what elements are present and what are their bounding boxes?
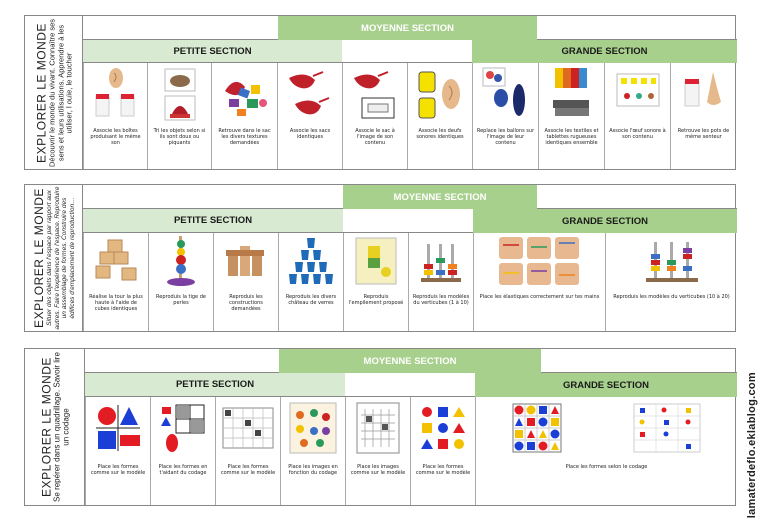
- band-subtitle: Situer des objets dans l'espace par rapport aux autres. Faire l'expérience de l'espace. Reproduire un assemblage de formes. Construire des édifices d'emplacement de reproduction…: [45, 186, 75, 330]
- activity-card: [83, 63, 147, 169]
- activity-card: [85, 397, 150, 505]
- coded-shapes-icon: [158, 401, 208, 455]
- activity-caption: Associe les sacs identiques: [289, 128, 331, 141]
- grid-sheet-icon: [221, 406, 275, 450]
- activity-card: [605, 233, 737, 331]
- activity-caption: Replace les ballons sur l'image de leur contenu: [476, 128, 535, 147]
- activity-card: [407, 63, 472, 169]
- header-spacer: [541, 349, 737, 373]
- activity-caption: Place les formes en t'aidant du codage: [158, 463, 208, 476]
- activity-card: [342, 63, 407, 169]
- activity-card: [475, 397, 737, 505]
- activity-caption: Reproduis les constructions demandées: [229, 293, 263, 312]
- activity-card: [211, 63, 277, 169]
- activity-caption: Reproduis l'empilement proposé: [348, 293, 404, 306]
- cup-tower-icon: [287, 234, 335, 288]
- activity-caption: Associe les boîtes produisant le même son: [90, 128, 141, 147]
- activity-card: [213, 233, 278, 331]
- activity-caption: Tri les objets selon si ils sont doux ou piquants: [153, 128, 206, 147]
- activity-caption: Reproduis la tige de perles: [156, 293, 206, 306]
- activity-caption: Place les formes comme sur le modèle: [220, 463, 276, 476]
- petite-section-header: PETITE SECTION: [83, 209, 343, 233]
- band-title-panel: [25, 16, 83, 169]
- cubes-icon: [92, 236, 140, 286]
- activity-card: [215, 397, 280, 505]
- activity-card: [670, 63, 736, 169]
- activity-caption: Place les élastiques correctement sur tes mains: [479, 293, 600, 300]
- sense-activities-band: [24, 15, 736, 170]
- activity-card: [83, 233, 148, 331]
- activity-card: [278, 233, 343, 331]
- blog-credit: lamaterdeflo.eklablog.com: [746, 371, 758, 518]
- band-title-panel: [25, 349, 85, 505]
- wood-blocks-icon: [222, 236, 270, 286]
- header-spacer: [83, 185, 343, 209]
- image-grid-icon: [286, 401, 340, 455]
- stack-card-icon: [352, 234, 400, 288]
- activity-card: [408, 233, 473, 331]
- activity-caption: Réalise la tour la plus haute à l'aide de cubes identiques: [89, 293, 143, 312]
- activity-card: [473, 233, 605, 331]
- activity-card: [147, 63, 211, 169]
- header-spacer: [537, 185, 737, 209]
- shapes-grande-icon: [511, 402, 563, 454]
- band-title: EXPLORER LE MONDE: [33, 22, 48, 163]
- bead-stick-icon: [157, 234, 205, 288]
- activity-card: [345, 397, 410, 505]
- header-spacer: [85, 349, 279, 373]
- grande-section-header: GRANDE SECTION: [472, 40, 737, 63]
- ear-jars-icon: [91, 66, 141, 122]
- band-title: EXPLORER LE MONDE: [31, 188, 46, 328]
- activity-caption: Place les formes selon le codage: [565, 463, 648, 470]
- moyenne-section-header: MOYENNE SECTION: [343, 185, 537, 209]
- spatial-activities-band: [24, 184, 736, 332]
- band-subtitle: Se repérer dans un quadrillage. Savoir lire un codage: [52, 352, 70, 502]
- activity-caption: Reproduis les modèles du verticubes (1 à 10): [412, 293, 470, 306]
- hands-icon: [495, 233, 585, 289]
- activity-caption: Associe l'œuf sonore à son contenu: [609, 128, 666, 141]
- activity-card: [280, 397, 345, 505]
- header-spacer: [342, 40, 472, 63]
- grande-section-header: GRANDE SECTION: [473, 209, 737, 233]
- band-title: EXPLORER LE MONDE: [39, 357, 53, 497]
- tablets-icon: [547, 66, 597, 122]
- hedgehog-hat-icon: [155, 66, 205, 122]
- bag-eraser-icon: [350, 66, 400, 122]
- shapes-4-icon: [94, 403, 142, 453]
- grid-sheet-2-icon: [353, 401, 403, 455]
- activity-card: [472, 63, 538, 169]
- activity-caption: Place les images comme sur le modèle: [350, 463, 406, 476]
- red-bags-icon: [285, 66, 335, 122]
- petite-section-header: PETITE SECTION: [83, 40, 342, 63]
- activity-card: [150, 397, 215, 505]
- grande-section-header: GRANDE SECTION: [475, 373, 737, 397]
- header-spacer: [343, 209, 473, 233]
- activity-caption: Place les images en fonction du codage: [288, 463, 338, 476]
- activity-card: [538, 63, 604, 169]
- verticubes-2-icon: [642, 234, 702, 288]
- balloons-icon: [481, 66, 531, 122]
- grid-activities-band: [24, 348, 736, 506]
- activity-card: [410, 397, 475, 505]
- yellow-eggs-icon: [415, 66, 465, 122]
- activity-card: [148, 233, 213, 331]
- activity-caption: Place les formes comme sur le modèle: [415, 463, 471, 476]
- moyenne-section-header: MOYENNE SECTION: [279, 349, 541, 373]
- shapes-9-icon: [419, 404, 467, 452]
- activity-caption: Associe le sac à l'image de son contenu: [355, 128, 395, 147]
- header-spacer: [537, 16, 737, 40]
- activity-caption: Associe les textiles et tablettes rugueuses identiques ensemble: [544, 128, 599, 147]
- activity-caption: Retrouve dans le sac les divers textures demandées: [218, 128, 271, 147]
- activity-caption: Associe les deufs sonores identiques: [416, 128, 464, 141]
- activity-caption: Place les formes comme sur le modèle: [90, 463, 146, 476]
- verticubes-icon: [417, 234, 465, 288]
- activity-caption: Reproduis les modèles du verticubes (10 à 20): [613, 293, 730, 300]
- header-spacer: [345, 373, 475, 397]
- band-subtitle: Découvrir le monde du vivant. Connaître ses sens et leurs utilisations. Apprendre à les utiliser, l ouïe, le toucher: [46, 18, 73, 167]
- activity-card: [277, 63, 342, 169]
- coding-sheet-icon: [632, 402, 702, 454]
- activity-card: [604, 63, 670, 169]
- header-spacer: [83, 16, 278, 40]
- activity-caption: Retrouve les pots de même senteur: [677, 128, 730, 141]
- petite-section-header: PETITE SECTION: [85, 373, 345, 397]
- sound-cards-icon: [613, 66, 663, 122]
- activity-caption: Reproduis les divers château de verres: [285, 293, 337, 306]
- nose-jar-icon: [679, 66, 729, 122]
- band-title-panel: [25, 185, 83, 331]
- textures-icon: [219, 69, 271, 119]
- moyenne-section-header: MOYENNE SECTION: [278, 16, 537, 40]
- activity-card: [343, 233, 408, 331]
